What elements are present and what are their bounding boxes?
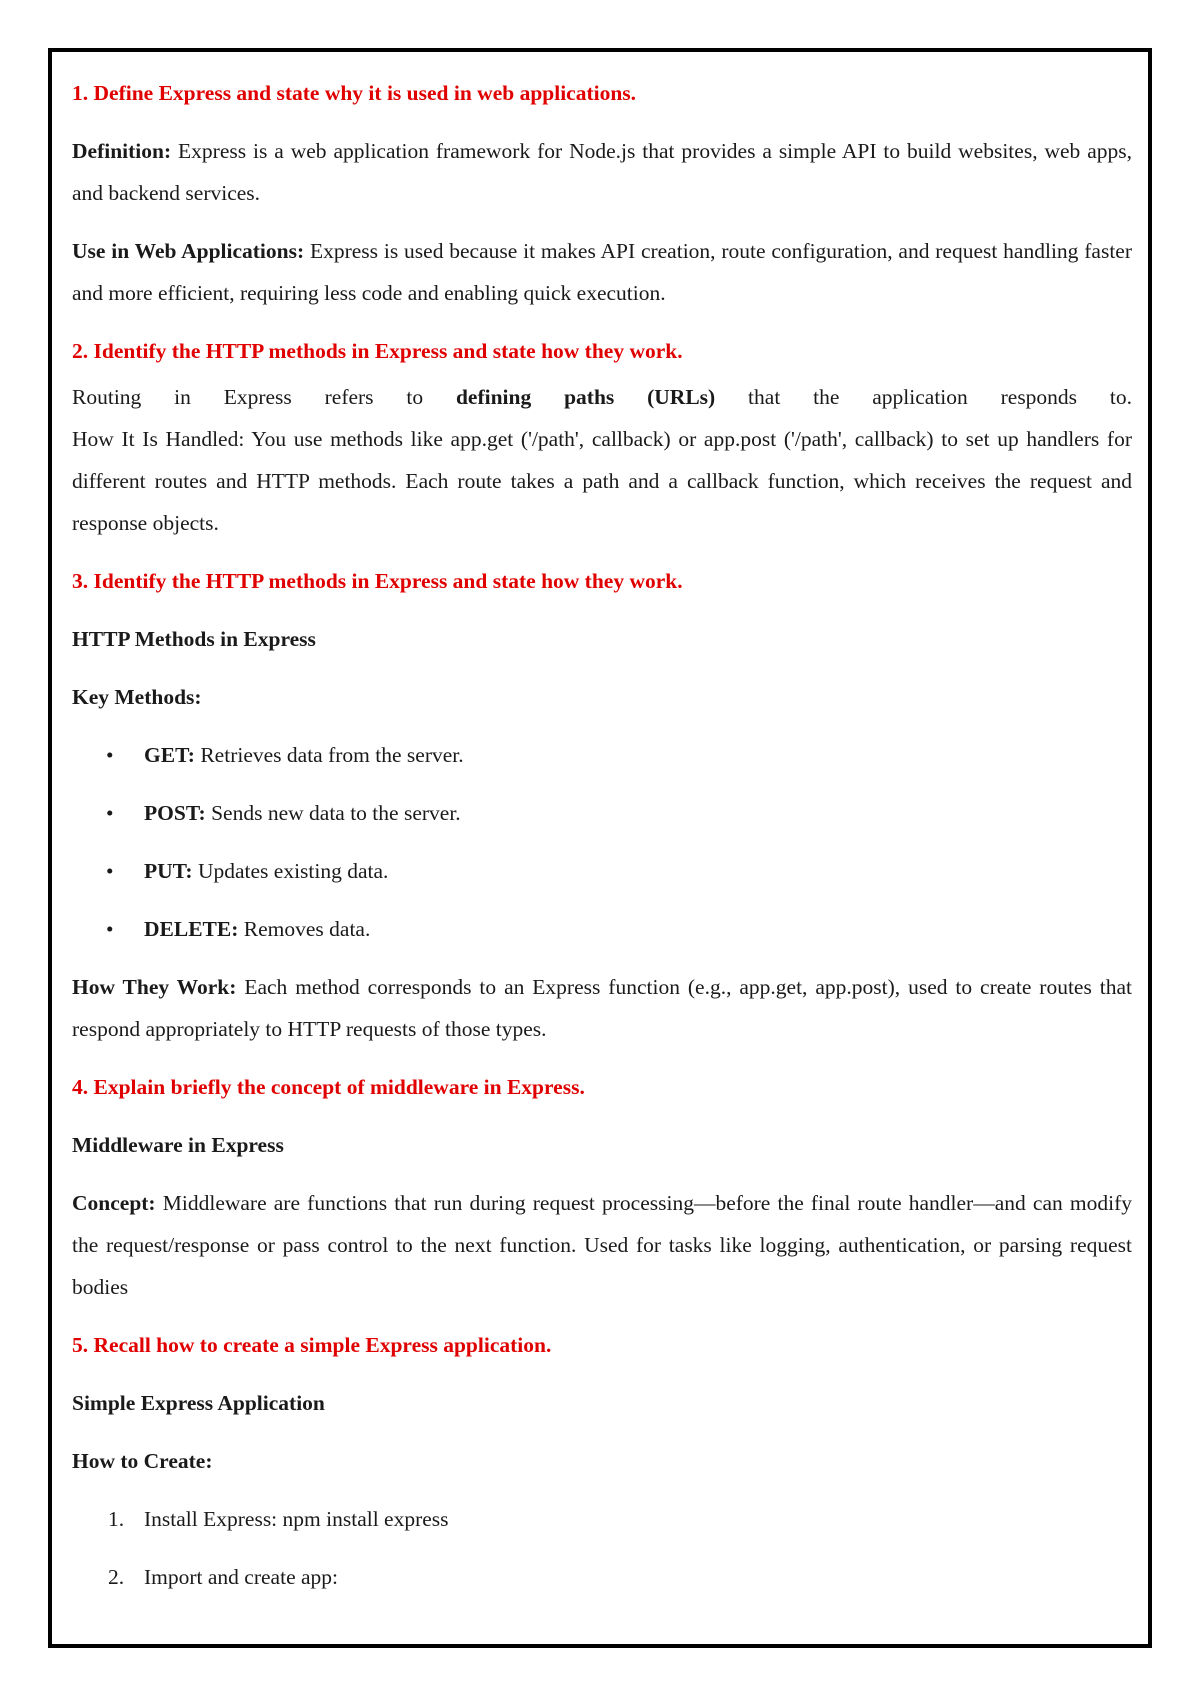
q5-how-label: How to Create: — [72, 1449, 213, 1473]
q1-definition-text: Express is a web application framework for Node.js that provides a simple API to build websites, web apps, and backend services. — [72, 139, 1132, 205]
method-name: PUT: — [144, 859, 193, 883]
q2-handling: How It Is Handled: You use methods like app.get ('/path', callback) or app.post ('/path', callback) to set up handlers for different routes and HTTP methods. Each route takes a path and a callback function, which receives the request and response objects. — [72, 427, 1132, 535]
q1-definition-label: Definition: — [72, 139, 172, 163]
q1-use-text: Express is used because it makes API creation, route configuration, and request handling faster and more efficient, requiring less code and enabling quick execution. — [72, 239, 1132, 305]
step-text: Import and create app: — [144, 1565, 339, 1589]
q3-how-label: How They Work: — [72, 975, 237, 999]
question-1-heading: 1. Define Express and state why it is used in web applications. — [72, 81, 637, 105]
q3-methods-list — [72, 734, 1132, 950]
q3-how-they-work — [72, 966, 1132, 1050]
q3-key-methods-label: Key Methods: — [72, 685, 202, 709]
method-name: DELETE: — [144, 917, 239, 941]
question-2-heading: 2. Identify the HTTP methods in Express and state how they work. — [72, 339, 683, 363]
method-desc: Removes data. — [238, 917, 371, 941]
question-3-heading: 3. Identify the HTTP methods in Express and state how they work. — [72, 569, 683, 593]
q4-subtitle: Middleware in Express — [72, 1133, 284, 1157]
q1-definition — [72, 130, 1132, 214]
q1-use — [72, 230, 1132, 314]
step-text: Install Express: npm install express — [144, 1507, 449, 1531]
method-desc: Retrieves data from the server. — [194, 743, 464, 767]
method-name: GET: — [144, 743, 195, 767]
q3-how-text: Each method corresponds to an Express function (e.g., app.get, app.post), used to create routes that respond appropriately to HTTP requests of those types. — [72, 975, 1132, 1041]
list-item — [72, 908, 1132, 950]
bullet-icon: • — [106, 917, 114, 941]
list-item — [72, 850, 1132, 892]
step-number: 1. — [108, 1507, 125, 1531]
q2-routing-bold: defining paths (URLs) — [455, 385, 716, 409]
q2-routing-line — [72, 376, 1132, 418]
q3-subtitle: HTTP Methods in Express — [72, 627, 316, 651]
q5-subtitle: Simple Express Application — [72, 1391, 325, 1415]
q4-concept — [72, 1182, 1132, 1308]
list-item — [72, 1556, 1132, 1598]
q2-routing-text-a: Routing in Express refers to — [72, 385, 456, 409]
q1-use-label: Use in Web Applications: — [72, 239, 305, 263]
q4-concept-label: Concept: — [72, 1191, 156, 1215]
bullet-icon: • — [106, 859, 114, 883]
step-number: 2. — [108, 1565, 125, 1589]
q5-steps-list — [72, 1498, 1132, 1598]
list-item — [72, 734, 1132, 776]
document-content — [72, 72, 1132, 1614]
q4-concept-text: Middleware are functions that run during request processing—before the final route handler—and can modify the request/response or pass control to the next function. Used for tasks like logging, authentication, or parsing request bodies — [72, 1191, 1132, 1299]
method-desc: Sends new data to the server. — [205, 801, 461, 825]
list-item — [72, 1498, 1132, 1540]
question-5-heading: 5. Recall how to create a simple Express application. — [72, 1333, 552, 1357]
method-desc: Updates existing data. — [192, 859, 389, 883]
bullet-icon: • — [106, 801, 114, 825]
list-item — [72, 792, 1132, 834]
method-name: POST: — [144, 801, 206, 825]
question-4-heading: 4. Explain briefly the concept of middleware in Express. — [72, 1075, 585, 1099]
q2-routing-text-b: that the application responds to. — [715, 385, 1132, 409]
bullet-icon: • — [106, 743, 114, 767]
